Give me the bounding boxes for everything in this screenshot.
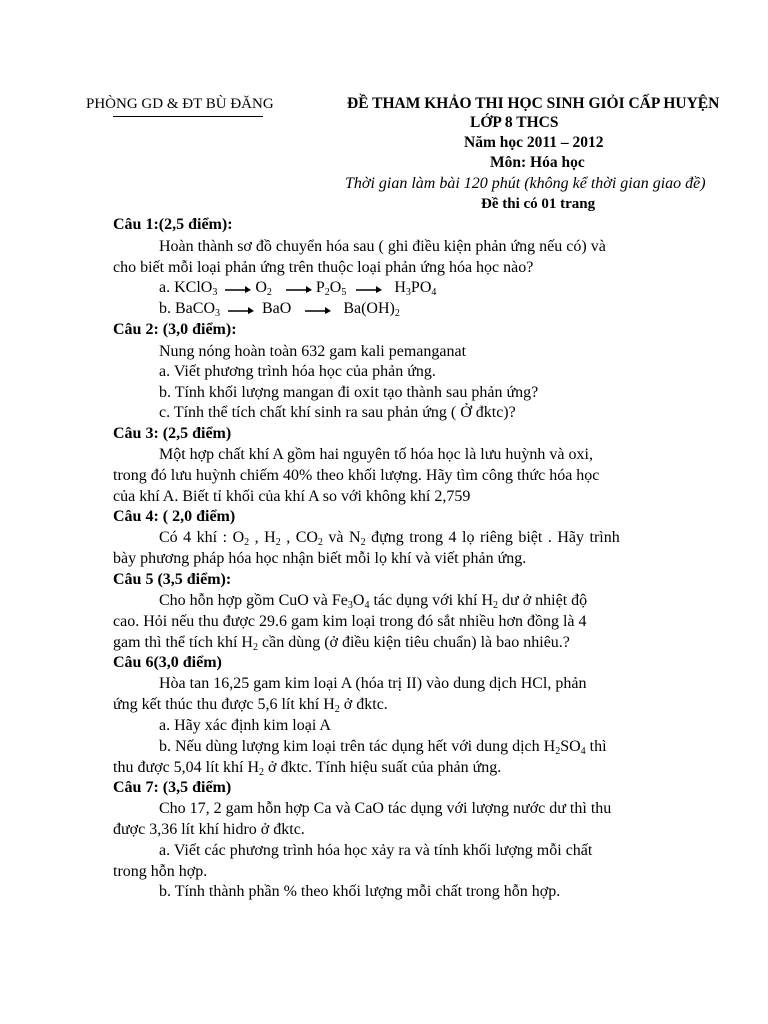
question-2-item-c: c. Tính thể tích chất khí sinh ra sau phản ứng ( Ở đktc)? xyxy=(159,404,516,421)
question-6-text-line2: ứng kết thúc thu được 5,6 lít khí $H_2$ ở đktc. xyxy=(113,696,388,715)
question-6-heading: Câu 6(3,0 điểm) xyxy=(113,654,222,671)
question-1-heading: Câu 1:(2,5 điểm): xyxy=(113,216,233,233)
question-1-text-line1: Hoàn thành sơ đồ chuyển hóa sau ( ghi điều kiện phản ứng nếu có) và xyxy=(159,238,606,255)
page-count-line: Đề thi có 01 trang xyxy=(481,196,596,212)
question-5-text-line3: gam thì thể tích khí $H_2$ cần dùng (ở điều kiện tiêu chuẩn) là bao nhiêu.? xyxy=(113,634,570,653)
question-2-heading: Câu 2: (3,0 điểm): xyxy=(113,321,237,338)
question-7-text-line2: được 3,36 lít khí hidro ở đktc. xyxy=(113,821,305,838)
arrow-right-icon xyxy=(286,283,312,293)
question-7-item-a-cont: trong hỗn hợp. xyxy=(113,863,208,880)
question-5-text-line2: cao. Hỏi nếu thu được 29.6 gam kim loại trong đó sắt nhiều hơn đồng là 4 xyxy=(113,613,587,630)
question-1-chain-b: b. BaCO$_3$ BaO $Ba(OH)_2$ xyxy=(159,300,400,319)
department-name: PHÒNG GD & ĐT BÙ ĐĂNG xyxy=(86,96,274,112)
question-7-item-a: a. Viết các phương trình hóa học xảy ra và tính khối lượng mỗi chất xyxy=(159,842,593,859)
question-1-chain-a: a. KClO$_3$ $O_2$ $P_2O_5$ $H_3PO_4$ xyxy=(159,279,437,298)
question-4-text-line2: bày phương pháp hóa học nhận biết mỗi lọ khí và viết phản ứng. xyxy=(113,550,527,567)
question-4-heading: Câu 4: ( 2,0 điểm) xyxy=(113,508,236,525)
question-7-text-line1: Cho 17, 2 gam hỗn hợp Ca và CaO tác dụng với lượng nước dư thì thu xyxy=(159,800,612,817)
question-6-text-line1: Hòa tan 16,25 gam kim loại A (hóa trị II) vào dung dịch HCl, phản xyxy=(159,675,587,692)
grade-line: LỚP 8 THCS xyxy=(470,114,559,131)
question-5-text-line1: Cho hỗn hợp gồm CuO và $Fe_3O_4$ tác dụng với khí $H_2$ dư ở nhiệt độ xyxy=(159,592,588,611)
question-6-text-line5: thu được 5,04 lít khí $H_2$ ở đktc. Tính hiệu suất của phản ứng. xyxy=(113,759,502,778)
department-underline xyxy=(113,116,263,117)
question-2-item-a: a. Viết phương trình hóa học của phản ứng. xyxy=(159,363,436,380)
time-line: Thời gian làm bài 120 phút (không kể thời gian giao đề) xyxy=(345,175,706,192)
question-1-text-line2: cho biết mỗi loại phản ứng trên thuộc loại phản ứng hóa học nào? xyxy=(113,259,534,276)
arrow-right-icon xyxy=(305,304,331,314)
exam-title: ĐỀ THAM KHẢO THI HỌC SINH GIỎI CẤP HUYỆN xyxy=(347,95,720,112)
question-3-text-line3: của khí A. Biết tỉ khối của khí A so với không khí 2,759 xyxy=(113,488,471,505)
question-7-item-b: b. Tính thành phần % theo khối lượng mỗi chất trong hỗn hợp. xyxy=(159,883,561,900)
question-3-heading: Câu 3: (2,5 điểm) xyxy=(113,425,232,442)
question-5-heading: Câu 5 (3,5 điểm): xyxy=(113,571,232,588)
arrow-right-icon xyxy=(225,283,251,293)
school-year: Năm học 2011 – 2012 xyxy=(464,134,604,151)
question-3-text-line1: Một hợp chất khí A gồm hai nguyên tố hóa học là lưu huỳnh và oxi, xyxy=(159,446,593,463)
subject-line: Môn: Hóa học xyxy=(490,154,585,171)
arrow-right-icon xyxy=(356,283,382,293)
question-6-item-a: a. Hãy xác định kim loại A xyxy=(159,717,331,734)
question-7-heading: Câu 7: (3,5 điểm) xyxy=(113,779,232,796)
question-6-item-b: b. Nếu dùng lượng kim loại trên tác dụng hết với dung dịch $H_2SO_4$ thì xyxy=(159,738,607,757)
question-2-item-b: b. Tính khối lượng mangan đi oxit tạo thành sau phản ứng? xyxy=(159,384,539,401)
question-4-text-line1: Có 4 khí : $O_2$ , $H_2$ , $CO_2$ và $N_2$ đựng trong 4 lọ riêng biệt . Hãy trình xyxy=(159,529,620,548)
question-2-intro: Nung nóng hoàn toàn 632 gam kali pemanganat xyxy=(159,343,467,360)
arrow-right-icon xyxy=(228,304,254,314)
question-3-text-line2: trong đó lưu huỳnh chiếm 40% theo khối lượng. Hãy tìm công thức hóa học xyxy=(113,467,600,484)
